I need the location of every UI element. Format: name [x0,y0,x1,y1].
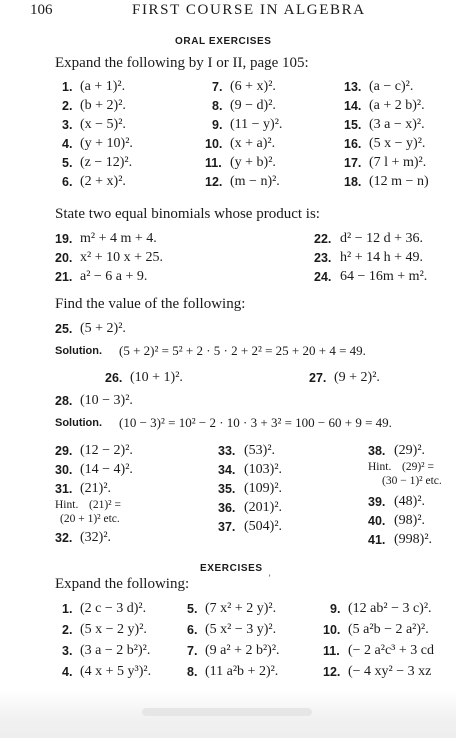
item-number: 22. [314,232,332,246]
item-expression: (a − c)². [369,79,414,94]
item-number: 1. [62,80,73,94]
item-number: 9. [212,118,223,132]
item-number: 15. [344,118,362,132]
item-number: 7. [212,80,223,94]
item-number: 6. [187,623,198,637]
item-number: 20. [55,251,73,265]
item-expression: (98)². [394,513,426,528]
item-number: 14. [344,99,362,113]
item-number: 29. [55,444,73,458]
item-number: 10. [323,623,341,637]
item-number: 32. [55,531,73,545]
item-number: 3. [62,118,73,132]
item-expression: (201)². [244,500,283,515]
item-expression: (21)². [80,481,112,496]
item-number: 2. [62,99,73,113]
item-number: 39. [368,495,386,509]
item-number: 16. [344,137,362,151]
item-expression: (29)². [394,443,426,458]
item-number: 41. [368,533,386,547]
solution-label: Solution. [55,345,103,357]
item-number: 3. [62,644,73,658]
item-number: 33. [218,444,236,458]
item-number: 18. [344,175,362,189]
item-expression: (7 x² + 2 y)². [205,601,277,616]
item-number: 34. [218,463,236,477]
item-expression: d² − 12 d + 36. [340,231,423,246]
exercises-heading: EXERCISES [200,563,263,574]
item-number: 4. [62,665,73,679]
item-expression: (3 a − x)². [369,117,425,132]
item-number: 5. [62,156,73,170]
item-expression: (y + b)². [230,155,276,170]
item-expression: (109)². [244,481,283,496]
item-expression: (11 a²b + 2)². [205,664,279,679]
item-expression: 64 − 16m + m². [340,269,428,284]
item-expression: (53)². [244,443,276,458]
item-number: 17. [344,156,362,170]
hint-left-label: Hint. [55,499,79,511]
item-expression: (5 x − 2 y)². [80,622,147,637]
item-expression: (14 − 4)². [80,462,133,477]
item-expression: (x − 5)². [80,117,126,132]
item-expression: (m − n)². [230,174,280,189]
hint-right-line2: (30 − 1)² etc. [382,475,442,487]
item-expression: (4 x + 5 y³)². [80,664,152,679]
item-number: 19. [55,232,73,246]
item-number: 31. [55,482,73,496]
item-number: 4. [62,137,73,151]
item-expression: (x + a)². [230,136,276,151]
item-expression: a² − 6 a + 9. [80,269,148,284]
item-number: 5. [187,602,198,616]
item-expression: (12 − 2)². [80,443,133,458]
item-expression: (32)². [80,530,112,545]
binomial-instruction: State two equal binomials whose product is: [55,206,320,222]
item-expression: (9 + 2)². [334,370,380,385]
page-number: 106 [30,2,53,18]
item-expression: m² + 4 m + 4. [80,231,157,246]
stray-mark: ʼ [268,573,271,583]
item-number: 11. [205,156,222,170]
item-expression: h² + 14 h + 49. [340,250,423,265]
item-expression: (12 ab² − 3 c)². [348,601,432,616]
item-expression: (5 + 2)². [80,321,126,336]
item-expression: (10 − 3)². [80,393,133,408]
item-number: 38. [368,444,386,458]
item-expression: (− 2 a²c³ + 3 cd [348,643,434,658]
item-number: 13. [344,80,362,94]
item-expression: (11 − y)². [230,117,283,132]
item-number: 23. [314,251,332,265]
item-expression: (6 + x)². [230,79,276,94]
item-number: 6. [62,175,73,189]
item-expression: (z − 12)². [80,155,133,170]
item-number: 10. [205,137,223,151]
item-number: 40. [368,514,386,528]
value-instruction: Find the value of the following: [55,296,246,312]
item-expression: (7 l + m)². [369,155,427,170]
item-number: 35. [218,482,236,496]
hint-right-label: Hint. [368,461,392,473]
item-expression: (2 + x)². [80,174,126,189]
exercises-instruction: Expand the following: [55,576,190,592]
item-number: 24. [314,270,332,284]
solution-label: Solution. [55,417,103,429]
item-number: 25. [55,322,73,336]
item-number: 36. [218,501,236,515]
item-expression: (5 x − y)². [369,136,426,151]
item-expression: (a + 1)². [80,79,126,94]
item-expression: (5 x² − 3 y)². [205,622,277,637]
item-expression: (504)². [244,519,283,534]
oral-instruction: Expand the following by I or II, page 105: [55,55,309,71]
oral-exercises-heading: ORAL EXERCISES [175,36,272,47]
hint-left-line2: (20 + 1)² etc. [60,513,120,525]
item-number: 7. [187,644,198,658]
item-expression: (3 a − 2 b²)². [80,643,151,658]
item-number: 8. [212,99,223,113]
item-expression: (10 + 1)². [130,370,183,385]
solution-text: (5 + 2)² = 5² + 2 · 5 · 2 + 2² = 25 + 20 + 4 = 49. [119,343,366,358]
running-title: FIRST COURSE IN ALGEBRA [132,2,366,18]
item-number: 28. [55,394,73,408]
bleed-through-smudge [142,708,312,716]
item-number: 11. [323,644,340,658]
item-number: 27. [309,371,327,385]
item-expression: (103)². [244,462,283,477]
item-expression: (9 a² + 2 b²)². [205,643,280,658]
item-number: 1. [62,602,73,616]
item-number: 8. [187,665,198,679]
item-expression: (− 4 xy² − 3 xz [348,664,432,679]
item-expression: (5 a²b − 2 a²)². [348,622,429,637]
solution-text: (10 − 3)² = 10² − 2 · 10 · 3 + 3² = 100 − 60 + 9 = 49. [119,415,392,430]
item-number: 2. [62,623,73,637]
hint-right-line1: (29)² = [402,461,434,473]
item-expression: (2 c − 3 d)². [80,601,147,616]
item-number: 12. [205,175,223,189]
item-number: 9. [330,602,341,616]
item-number: 37. [218,520,236,534]
item-expression: (b + 2)². [80,98,126,113]
item-expression: (y + 10)². [80,136,133,151]
item-expression: (a + 2 b)². [369,98,425,113]
item-number: 21. [55,270,73,284]
hint-left-line1: (21)² = [89,499,121,511]
item-expression: (998)². [394,532,433,547]
item-number: 12. [323,665,341,679]
item-number: 30. [55,463,73,477]
item-expression: (12 m − n) [369,174,429,189]
item-expression: (48)². [394,494,426,509]
item-number: 26. [105,371,123,385]
item-expression: x² + 10 x + 25. [80,250,163,265]
item-expression: (9 − d)². [230,98,276,113]
